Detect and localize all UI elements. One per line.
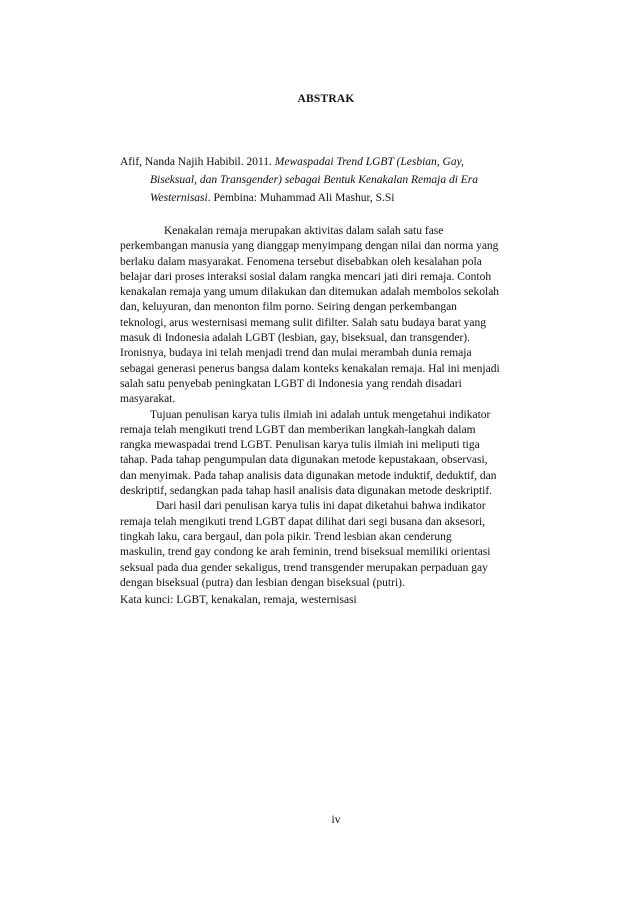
paragraph-2-line: dan menyimak. Pada tahap analisis data digunakan metode induktif, deduktif, dan: [120, 469, 497, 482]
abstract-title: ABSTRAK: [297, 93, 355, 105]
paragraph-1-line: kenakalan remaja yang umum dilakukan dan ditemukan adalah membolos sekolah: [120, 286, 500, 299]
paragraph-3-line: tingkah laku, cara bergaul, dan pola pikir. Trend lesbian akan cenderung: [120, 530, 452, 543]
citation-title-part-3: Westernisasi: [150, 192, 208, 204]
paragraph-1-line: dan, keluyuran, dan menonton film porno. Seiring dengan perkembangan: [120, 301, 457, 314]
citation-line-1: [120, 153, 530, 171]
paragraph-1-line: belajar dari proses interaksi sosial dalam rangka mencari jati diri remaja. Contoh: [120, 270, 492, 283]
paragraph-1-line: Kenakalan remaja merupakan aktivitas dalam salah satu fase: [164, 225, 444, 237]
paragraph-1-line: masyarakat.: [120, 393, 176, 406]
paragraph-3-line: maskulin, trend gay condong ke arah feminin, trend biseksual memiliki orientasi: [120, 546, 491, 559]
paragraph-3-line: dengan biseksual (putra) dan lesbian dengan biseksual (putri).: [120, 576, 405, 589]
citation-title-part-2: Biseksual, dan Transgender) sebagai Bentuk Kenakalan Remaja di Era: [150, 174, 479, 186]
paragraph-2-line: deskriptif, sedangkan pada tahap hasil analisis data digunakan metode deskriptif.: [120, 485, 493, 498]
paragraph-3-line: remaja telah mengikuti trend LGBT dapat dilihat dari segi busana dan aksesori,: [120, 515, 486, 528]
citation-title-part-1: Mewaspadai Trend LGBT (Lesbian, Gay,: [274, 156, 464, 168]
paragraph-1-line: perkembangan manusia yang dianggap menyimpang dengan nilai dan norma yang: [120, 240, 499, 253]
citation-line-3: [120, 189, 530, 207]
keywords: Kata kunci: LGBT, kenakalan, remaja, westernisasi: [120, 594, 357, 606]
paragraph-2-line: remaja telah mengikuti trend LGBT dan memberikan langkah-langkah dalam: [120, 423, 476, 436]
paragraph-2-line: tahap. Pada tahap pengumpulan data digunakan metode kepustakaan, observasi,: [120, 454, 488, 467]
paragraph-1-line: sebagai generasi penerus bangsa dalam konteks kenakalan remaja. Hal ini menjadi: [120, 362, 500, 375]
paragraph-1-line: masuk di Indonesia adalah LGBT (lesbian, gay, biseksual, dan transgender).: [120, 332, 471, 345]
paragraph-2-line: Tujuan penulisan karya tulis ilmiah ini adalah untuk mengetahui indikator: [150, 408, 491, 421]
citation-author-year: Afif, Nanda Najih Habibil. 2011.: [120, 156, 275, 168]
abstract-body: [120, 224, 540, 591]
paragraph-1-line: salah satu penyebab peningkatan LGBT di Indonesia yang rendah disadari: [120, 377, 462, 390]
citation-line-2: [120, 171, 530, 189]
paragraph-3-line: Dari hasil dari penulisan karya tulis ini dapat diketahui bahwa indikator: [156, 500, 486, 513]
paragraph-1-line: teknologi, arus westernisasi memang sulit difilter. Salah satu budaya barat yang: [120, 316, 486, 329]
paragraph-2-line: rangka mewaspadai trend LGBT. Penulisan karya tulis ilmiah ini meliputi tiga: [120, 439, 480, 452]
paragraph-1-line: Ironisnya, budaya ini telah menjadi trend dan mulai merambah dunia remaja: [120, 347, 472, 360]
paragraph-3-line: seksual pada dua gender sekaligus, trend transgender merupakan perpaduan gay: [120, 561, 488, 574]
citation-supervisor: . Pembina: Muhammad Ali Mashur, S.Si: [207, 192, 395, 204]
citation: [120, 153, 530, 207]
page-number: iv: [331, 814, 341, 826]
paragraph-1-line: berlaku dalam masyarakat. Fenomena tersebut disebabkan oleh kesalahan pola: [120, 255, 482, 268]
